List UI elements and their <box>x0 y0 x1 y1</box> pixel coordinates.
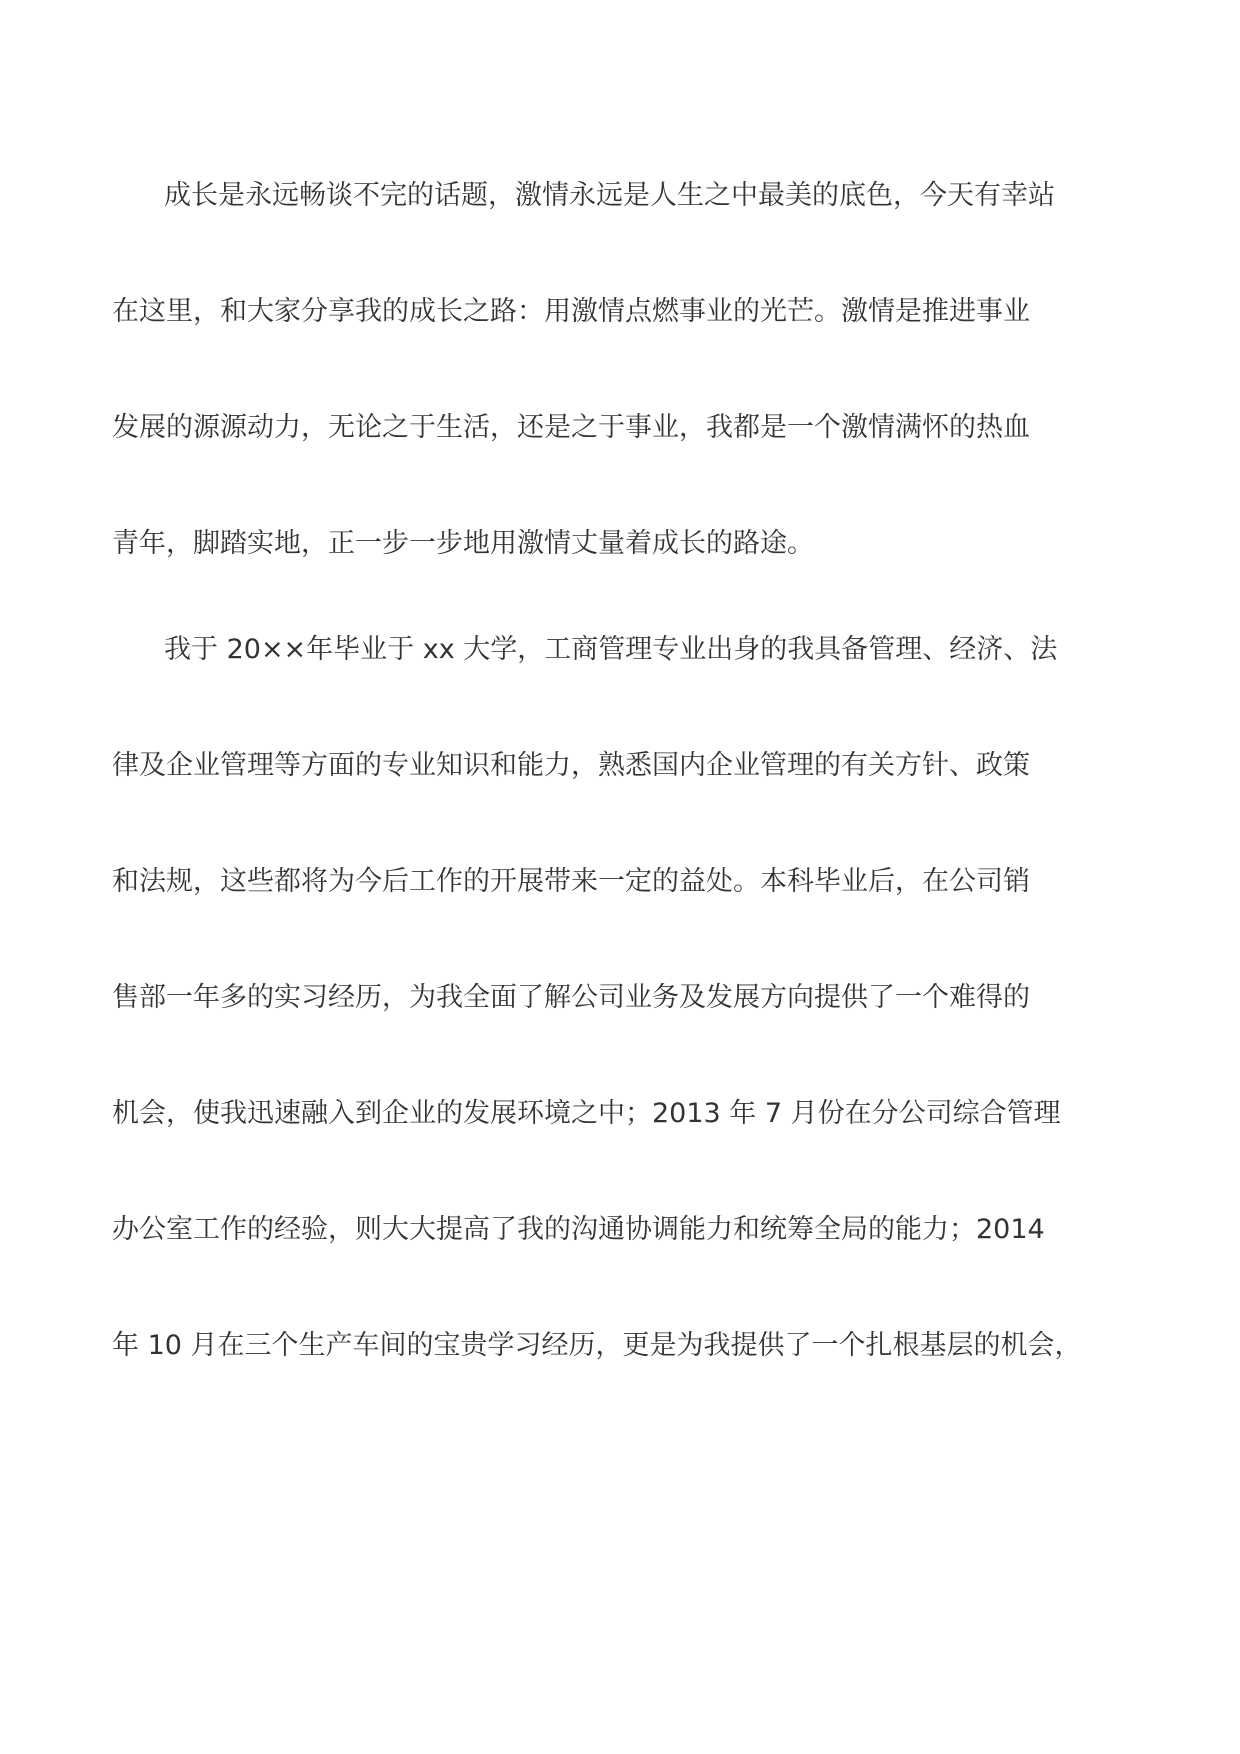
paragraph-1-line-3: 发展的源源动力，无论之于生活，还是之于事业，我都是一个激情满怀的热血 <box>112 412 1030 443</box>
paragraph-2-line-1: 我于 20××年毕业于 xx 大学，工商管理专业出身的我具备管理、经济、法 <box>164 634 1058 665</box>
paragraph-1-line-4: 青年，脚踏实地，正一步一步地用激情丈量着成长的路途。 <box>112 528 814 559</box>
paragraph-1-line-2: 在这里，和大家分享我的成长之路：用激情点燃事业的光芒。激情是推进事业 <box>112 296 1030 327</box>
paragraph-2-line-2: 律及企业管理等方面的专业知识和能力，熟悉国内企业管理的有关方针、政策 <box>112 750 1030 781</box>
paragraph-2-line-4: 售部一年多的实习经历，为我全面了解公司业务及发展方向提供了一个难得的 <box>112 982 1030 1013</box>
paragraph-2-line-6: 办公室工作的经验，则大大提高了我的沟通协调能力和统筹全局的能力；2014 <box>112 1214 1045 1245</box>
paragraph-2-line-7: 年 10 月在三个生产车间的宝贵学习经历，更是为我提供了一个扎根基层的机会， <box>112 1330 1082 1361</box>
paragraph-1-line-1: 成长是永远畅谈不完的话题，激情永远是人生之中最美的底色，今天有幸站 <box>164 180 1055 211</box>
paragraph-2-line-3: 和法规，这些都将为今后工作的开展带来一定的益处。本科毕业后，在公司销 <box>112 866 1030 897</box>
paragraph-2-line-5: 机会，使我迅速融入到企业的发展环境之中；2013 年 7 月份在分公司综合管理 <box>112 1098 1061 1129</box>
